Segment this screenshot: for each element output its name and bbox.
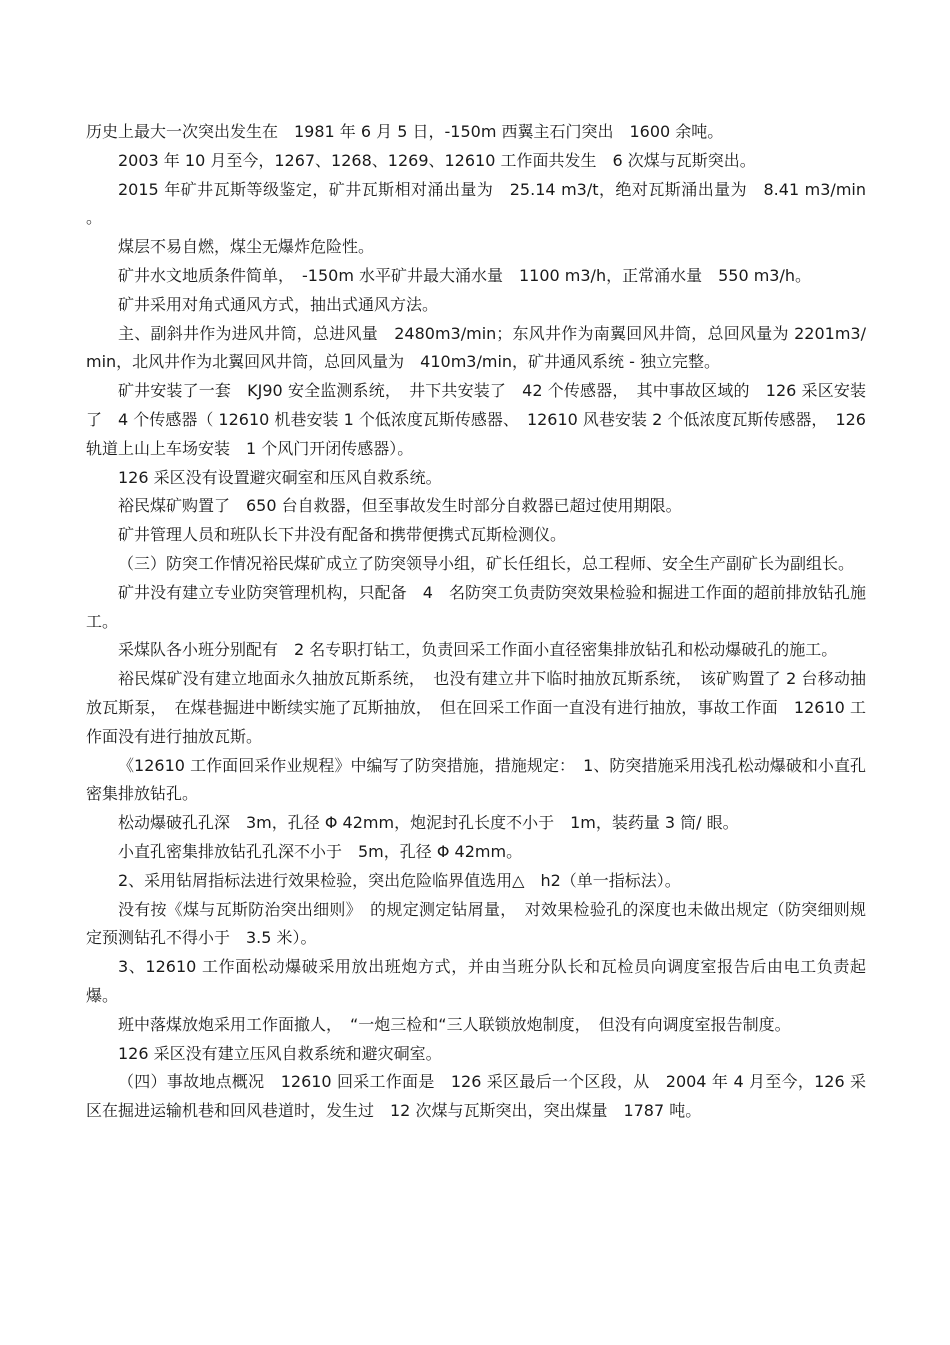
paragraph-drilling-workers: 采煤队各小班分别配有 2 名专职打钻工，负责回采工作面小直径密集排放钻孔和松动爆破孔的施工。 (118, 640, 838, 660)
paragraph-refuge-chamber: 126 采区没有设置避灾硐室和压风自救系统。 (118, 467, 442, 487)
paragraph-monitoring-system: 矿井安装了一套 KJ90 安全监测系统， 井下共安装了 42 个传感器， 其中事故区域的 126 采区安装了 4 个传感器（ 12610 机巷安装 1 个低浓度瓦斯传感器、 12610 风巷安装 2 个低浓度瓦斯传感器， 126 轨道上山上车场安装 1 个风门开闭传感器）。 (86, 381, 866, 458)
paragraph-hydrogeology: 矿井水文地质条件简单， -150m 水平矿井最大涌水量 1100 m3/h，正常涌水量 550 m3/h。 (118, 265, 812, 285)
paragraph-gas-grade: 2015 年矿井瓦斯等级鉴定，矿井瓦斯相对涌出量为 25.14 m3/t，绝对瓦斯涌出量为 8.41 m3/min 。 (86, 179, 866, 228)
paragraph-blasting-holes: 松动爆破孔孔深 3m，孔径 Φ 42mm，炮泥封孔长度不小于 1m，装药量 3 筒/ 眼。 (118, 813, 739, 833)
paragraph-no-measurement: 没有按《煤与瓦斯防治突出细则》 的规定测定钻屑量， 对效果检验孔的深度也未做出规定（防突细则规定预测钻孔不得小于 3.5 米）。 (86, 899, 866, 948)
document-body (86, 118, 866, 1126)
paragraph-ventilation-method: 矿井采用对角式通风方式，抽出式通风方法。 (118, 294, 439, 314)
paragraph-work-rules: 《12610 工作面回采作业规程》中编写了防突措施，措施规定： 1、防突措施采用浅孔松动爆破和小直孔密集排放钻孔。 (86, 755, 866, 804)
paragraph-section-four: （四）事故地点概况 12610 回采工作面是 126 采区最后一个区段，从 2004 年 4 月至今，126 采区在掘进运输机巷和回风巷道时，发生过 12 次煤与瓦斯突出，突出煤量 1787 吨。 (86, 1072, 866, 1121)
paragraph-outburst-count: 2003 年 10 月至今，1267、1268、1269、12610 工作面共发生 6 次煤与瓦斯突出。 (118, 150, 756, 170)
paragraph-blasting-method: 3、12610 工作面松动爆破采用放出班炮方式，并由当班分队长和瓦检员向调度室报告后由电工负责起爆。 (86, 957, 866, 1005)
paragraph-no-compressed-air: 126 采区没有建立压风自救系统和避灾硐室。 (118, 1043, 442, 1063)
paragraph-self-rescuers: 裕民煤矿购置了 650 台自救器，但至事故发生时部分自救器已超过使用期限。 (118, 496, 682, 516)
paragraph-gas-drainage: 裕民煤矿没有建立地面永久抽放瓦斯系统， 也没有建立井下临时抽放瓦斯系统， 该矿购置了 2 台移动抽放瓦斯泵， 在煤巷掘进中断续实施了瓦斯抽放， 但在回采工作面一直没有进行抽放，事故工作面 12610 工作面没有进行抽放瓦斯。 (86, 669, 866, 746)
paragraph-drill-cuttings: 2、采用钻屑指标法进行效果检验，突出危险临界值选用△ h2（单一指标法）。 (118, 870, 681, 890)
paragraph-blasting-system: 班中落煤放炮采用工作面撤人， “一炮三检和“三人联锁放炮制度， 但没有向调度室报告制度。 (118, 1014, 791, 1034)
paragraph-air-shafts: 主、副斜井作为进风井筒，总进风量 2480m3/min；东风井作为南翼回风井筒，总回风量为 2201m3/min，北风井作为北翼回风井筒，总回风量为 410m3/min，矿井通风系统 - 独立完整。 (86, 323, 866, 372)
paragraph-gas-detectors: 矿井管理人员和班队长下井没有配备和携带便携式瓦斯检测仪。 (118, 525, 567, 545)
paragraph-section-three: （三）防突工作情况裕民煤矿成立了防突领导小组，矿长任组长，总工程师、安全生产副矿长为副组长。 (118, 553, 855, 573)
paragraph-drainage-holes: 小直孔密集排放钻孔孔深不小于 5m，孔径 Φ 42mm。 (118, 841, 523, 861)
paragraph-coal-seam: 煤层不易自燃，煤尘无爆炸危险性。 (118, 237, 375, 257)
paragraph-outburst-staff: 矿井没有建立专业防突管理机构，只配备 4 名防突工负责防突效果检验和掘进工作面的超前排放钻孔施工。 (86, 582, 866, 631)
paragraph-largest-outburst: 历史上最大一次突出发生在 1981 年 6 月 5 日，-150m 西翼主石门突出 1600 余吨。 (86, 122, 724, 141)
